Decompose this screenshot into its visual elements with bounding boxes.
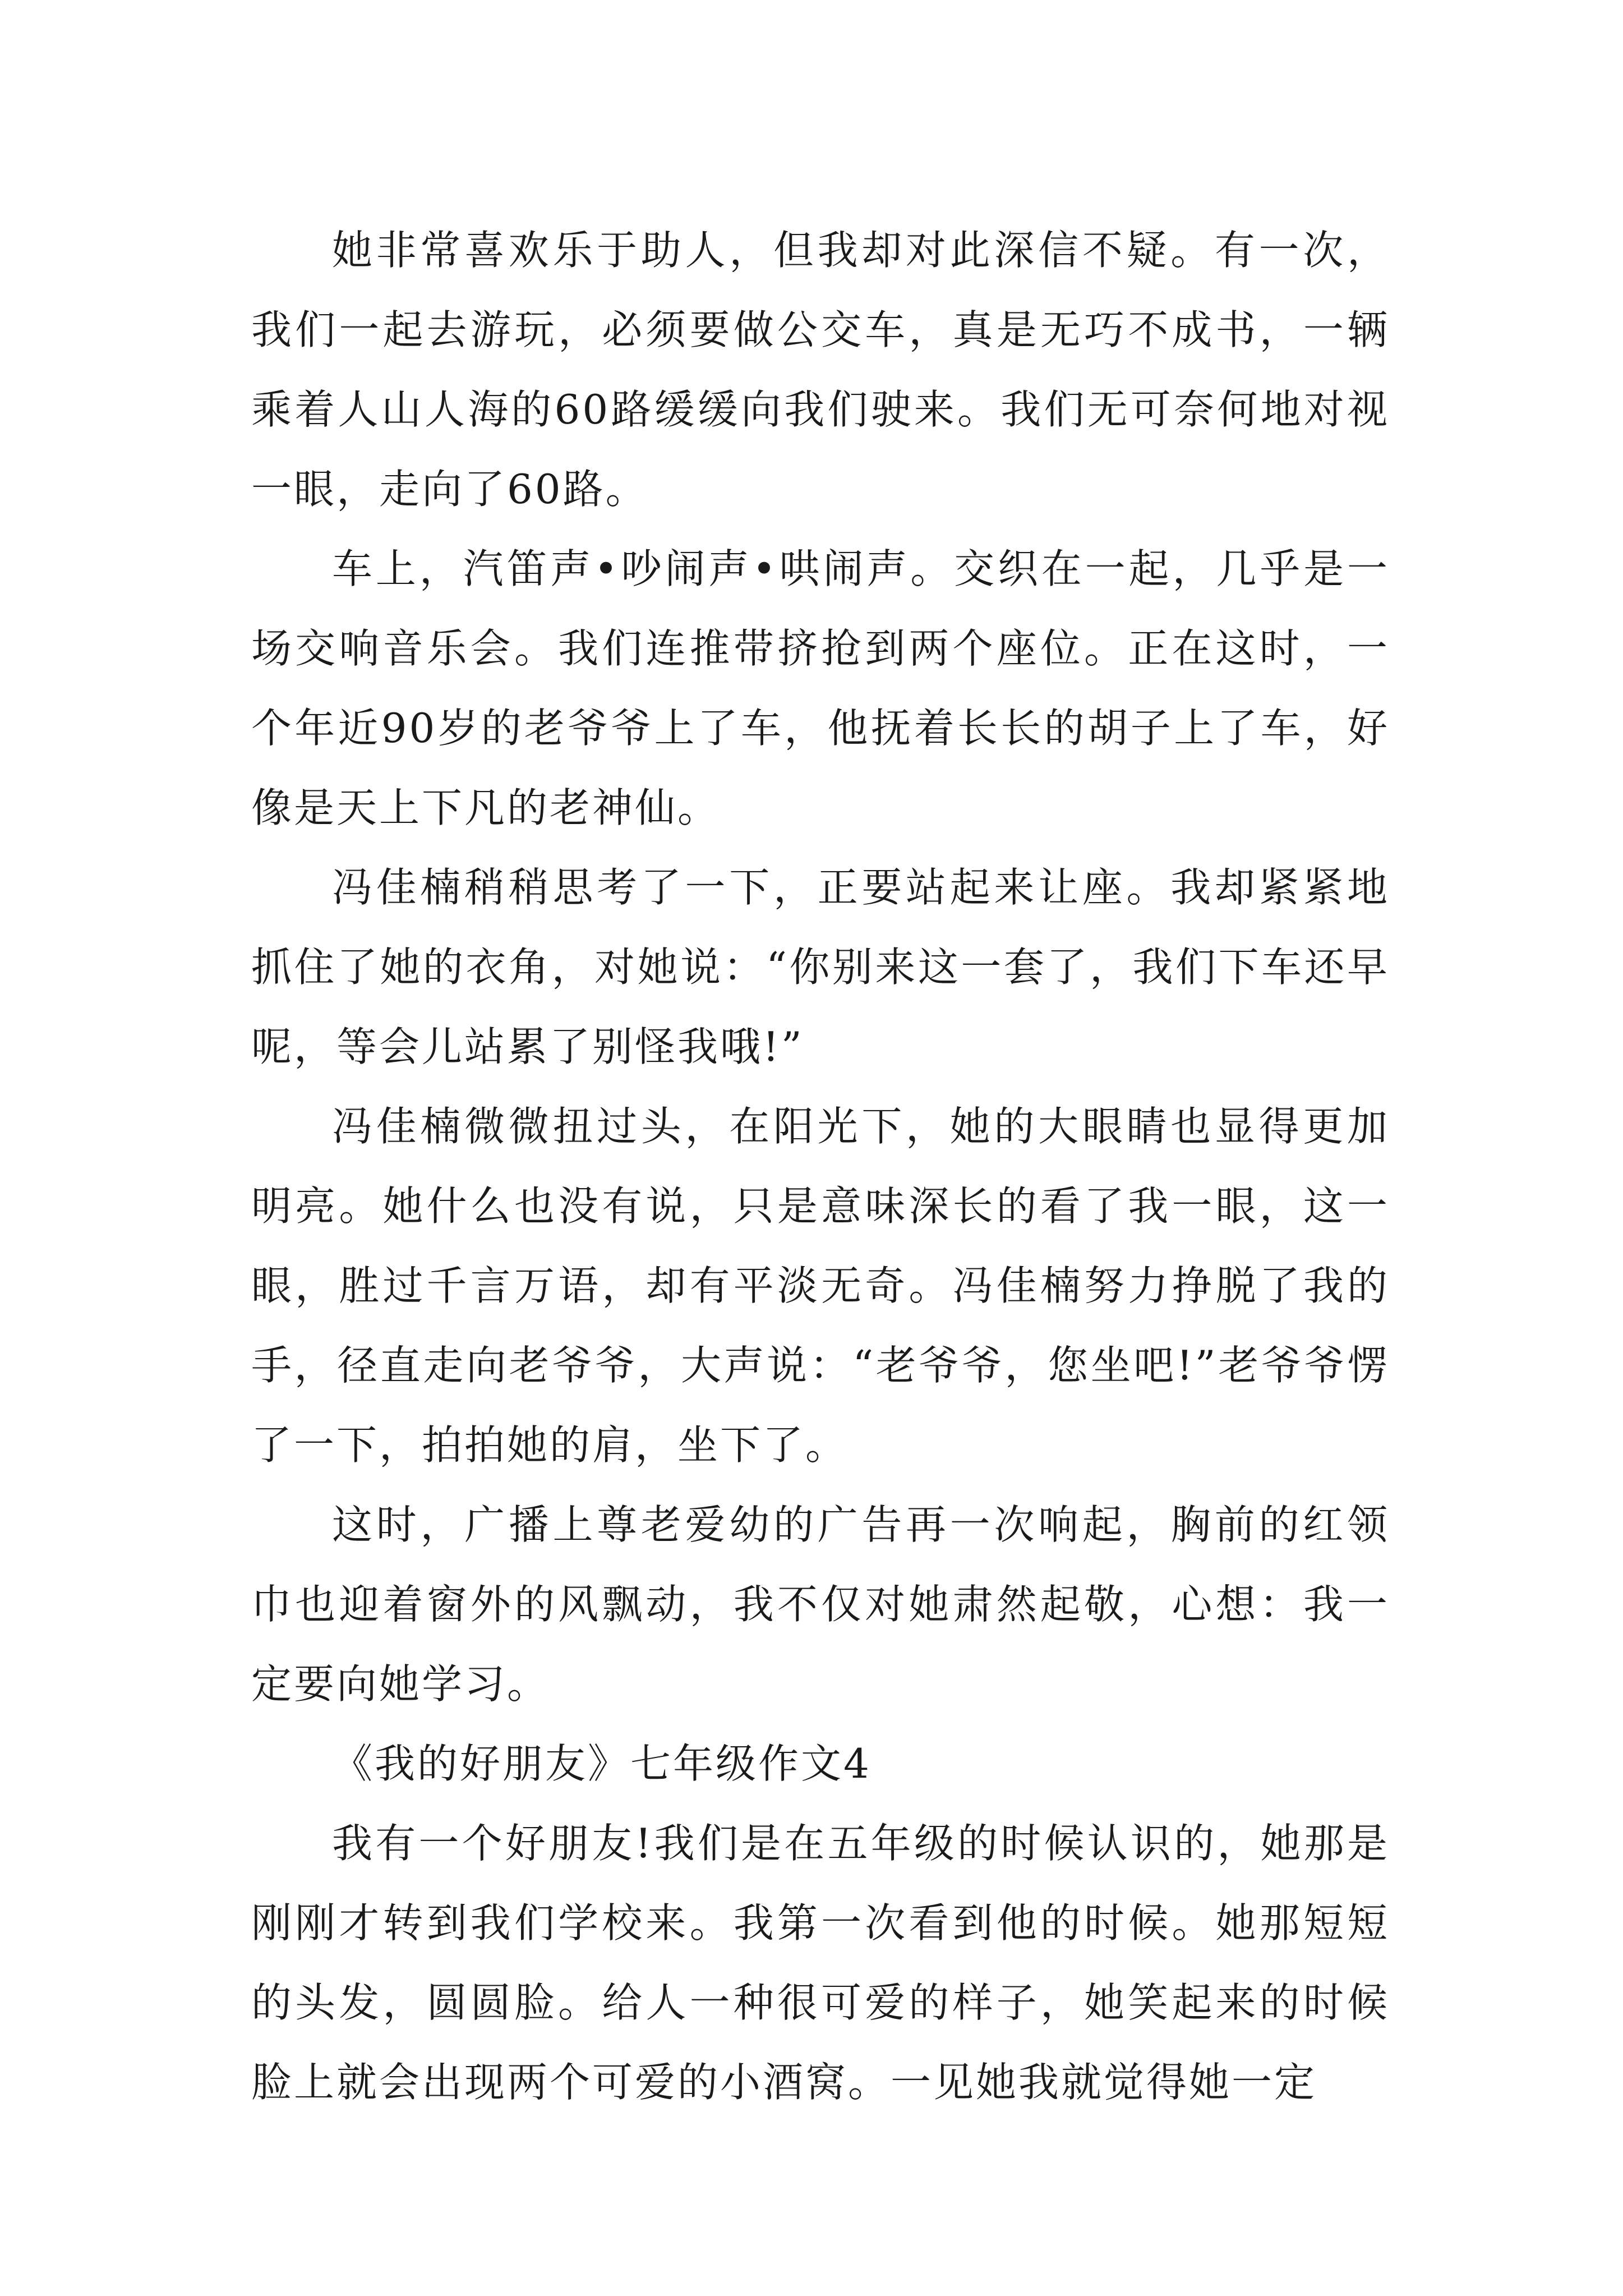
paragraph-1: 她非常喜欢乐于助人，但我却对此深信不疑。有一次，我们一起去游玩，必须要做公交车，真是无巧不成书，一辆乘着人山人海的60路缓缓向我们驶来。我们无可奈何地对视一眼，走向了60路。 <box>251 227 1390 513</box>
paragraph-2: 车上，汽笛声•吵闹声•哄闹声。交织在一起，几乎是一场交响音乐会。我们连推带挤抢到两个座位。正在这时，一个年近90岁的老爷爷上了车，他抚着长长的胡子上了车，好像是天上下凡的老神仙。 <box>251 545 1390 831</box>
paragraph-3: 冯佳楠稍稍思考了一下，正要站起来让座。我却紧紧地抓住了她的衣角，对她说：“你别来这一套了，我们下车还早呢，等会儿站累了别怪我哦!” <box>251 864 1390 1070</box>
document-body <box>251 210 1390 2122</box>
paragraph-5: 这时，广播上尊老爱幼的广告再一次响起，胸前的红领巾也迎着窗外的风飘动，我不仅对她肃然起敬，心想：我一定要向她学习。 <box>251 1501 1390 1708</box>
section-paragraph-1: 我有一个好朋友!我们是在五年级的时候认识的，她那是刚刚才转到我们学校来。我第一次看到他的时候。她那短短的头发，圆圆脸。给人一种很可爱的样子，她笑起来的时候脸上就会出现两个可爱的小酒窝。一见她我就觉得她一定 <box>251 1820 1390 2106</box>
section-title: 《我的好朋友》七年级作文4 <box>332 1740 872 1787</box>
paragraph-4: 冯佳楠微微扭过头，在阳光下，她的大眼睛也显得更加明亮。她什么也没有说，只是意味深长的看了我一眼，这一眼，胜过千言万语，却有平淡无奇。冯佳楠努力挣脱了我的手，径直走向老爷爷，大声说：“老爷爷，您坐吧!”老爷爷愣了一下，拍拍她的肩，坐下了。 <box>251 1103 1390 1469</box>
